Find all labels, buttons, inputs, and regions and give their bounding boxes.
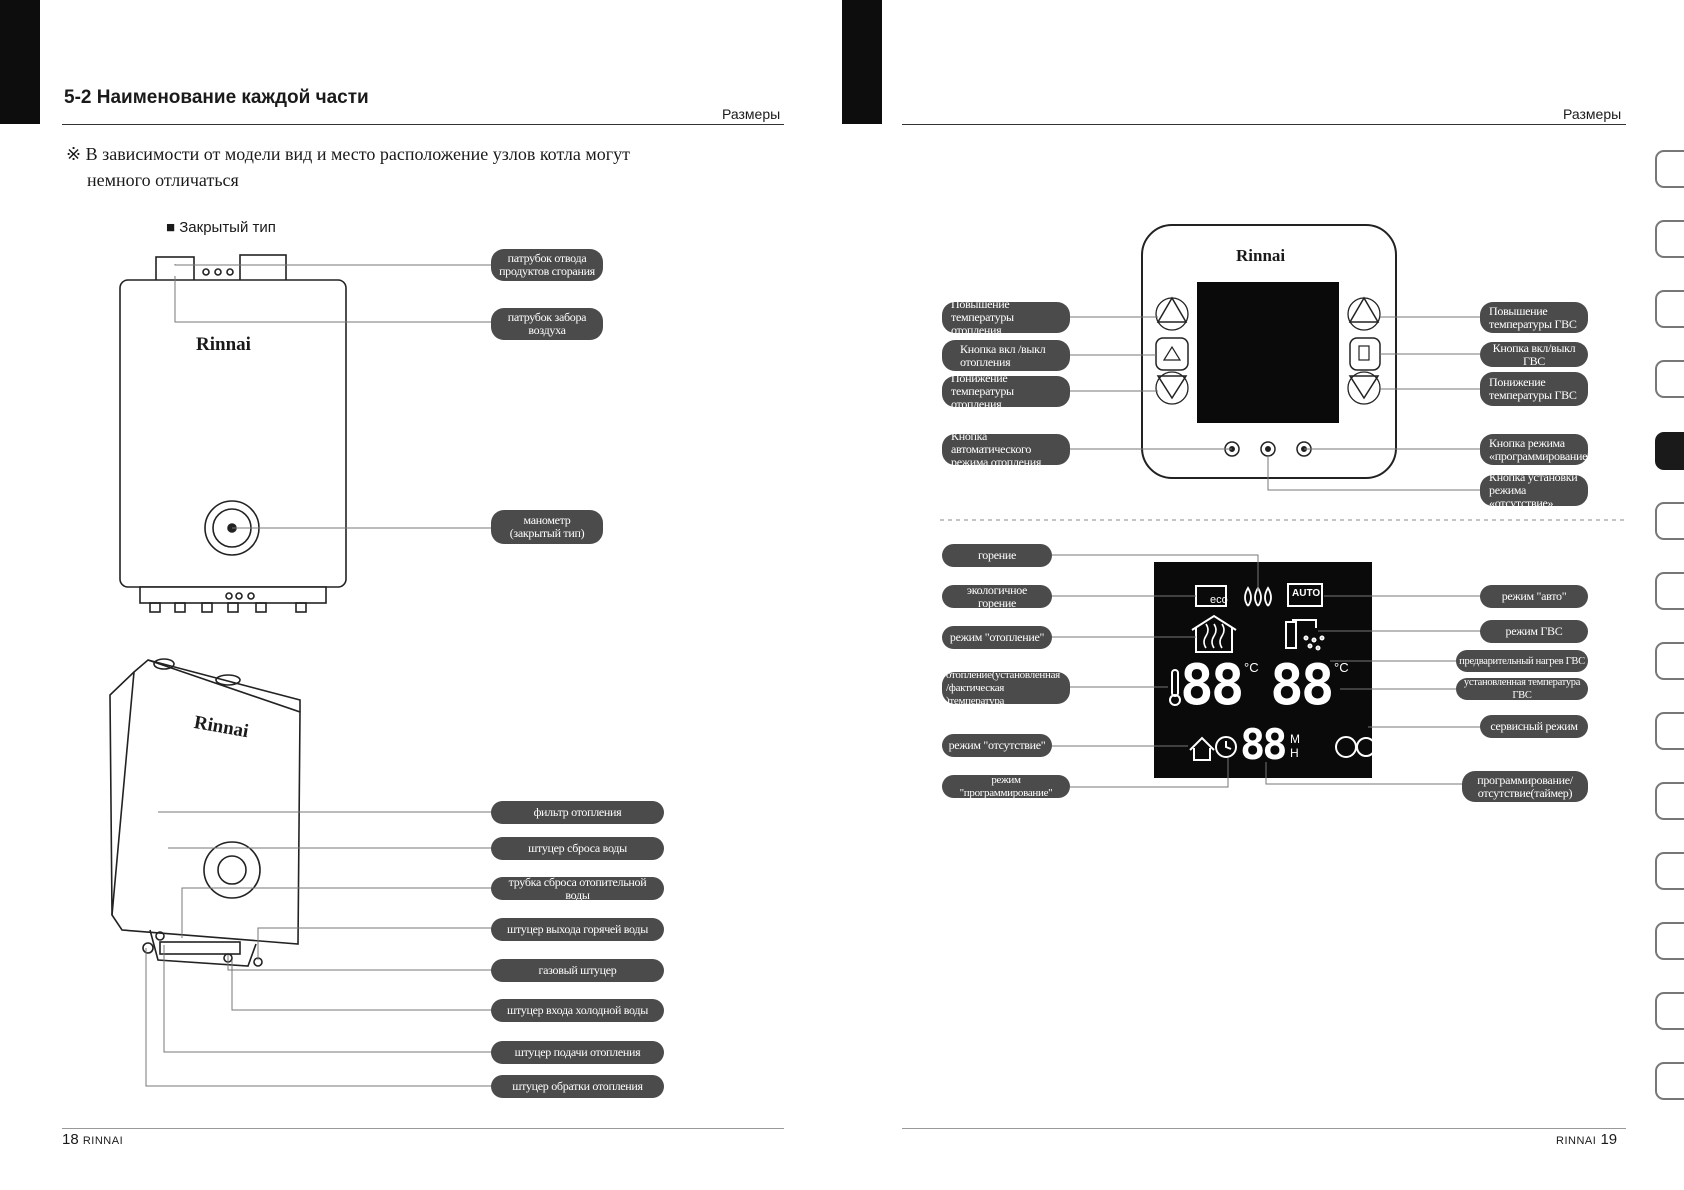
label-heating-return: штуцер обратки отопления [491, 1075, 664, 1098]
label-flue-outlet-pipe: патрубок отвода продуктов сгорания [491, 249, 603, 281]
label-programming-away-timer: программирование/ отсутствие(таймер) [1462, 771, 1588, 802]
label-heating-drain-pipe: трубка сброса отопительной воды [491, 877, 664, 900]
label-eco-burning: экологичное горение [942, 585, 1052, 608]
lcd-dhw-unit: °C [1334, 660, 1349, 675]
label-cold-water-inlet: штуцер входа холодной воды [491, 999, 664, 1022]
label-air-intake-pipe: патрубок забора воздуха [491, 308, 603, 340]
footer-brand-right: RINNAI [1556, 1135, 1597, 1147]
boiler-front-brand-logo: Rinnai [196, 334, 251, 355]
lcd-timer-units: MH [1290, 732, 1300, 760]
footer-brand-left: RINNAI [82, 1135, 124, 1147]
boiler-side-brand-logo: Rinnai [192, 712, 251, 743]
closed-type-subtitle: ■ Закрытый тип [166, 219, 276, 236]
label-heating-supply: штуцер подачи отопления [491, 1041, 664, 1064]
lcd-heating-unit: °C [1244, 660, 1259, 675]
label-dhw-set-temperature: установленная температура ГВС [1456, 678, 1588, 700]
boiler-front-drawing [120, 255, 346, 612]
label-burning: горение [942, 544, 1052, 567]
lcd-dhw-temperature-digits: 88 [1270, 653, 1332, 718]
label-hot-water-outlet: штуцер выхода горячей воды [491, 918, 664, 941]
label-dhw-mode: режим ГВС [1480, 620, 1588, 643]
label-away-mode-button: Кнопка установки режима «отсутствие» [1480, 475, 1588, 506]
label-auto-mode: режим "авто" [1480, 585, 1588, 608]
header-section-label-right: Размеры [1563, 106, 1622, 122]
lcd-heating-temperature-digits: 88 [1180, 653, 1242, 718]
label-heating-filter: фильтр отопления [491, 801, 664, 824]
label-pressure-gauge: манометр (закрытый тип) [491, 510, 603, 544]
control-panel-brand-logo: Rinnai [1236, 246, 1286, 265]
label-auto-heating-mode: Кнопка автоматического режима отопления [942, 434, 1070, 465]
label-gas-fitting: газовый штуцер [491, 959, 664, 982]
lcd-eco-label: eco [1210, 594, 1228, 606]
label-dhw-preheat: предварительный нагрев ГВС [1456, 650, 1588, 672]
label-dhw-temp-up: Повышение температуры ГВС [1480, 302, 1588, 333]
label-service-mode: сервисный режим [1480, 715, 1588, 738]
label-heating-temp-down: Понижение температуры отопления [942, 376, 1070, 407]
section-title: 5-2 Наименование каждой части [64, 87, 369, 108]
label-programming-mode-button: Кнопка режима «программирование» [1480, 434, 1588, 465]
model-note-line1: ※ В зависимости от модели вид и место расположение узлов котла могут [66, 144, 630, 164]
page-number-left: 18 [62, 1131, 79, 1148]
label-drain-fitting: штуцер сброса воды [491, 837, 664, 860]
label-heating-on-off: Кнопка вкл /выкл отопления [942, 340, 1070, 371]
model-note-line2: немного отличаться [87, 170, 239, 190]
label-dhw-on-off: Кнопка вкл/выкл ГВС [1480, 342, 1588, 367]
label-heating-temp-up: Повышение температуры отопления [942, 302, 1070, 333]
header-section-label-left: Размеры [722, 106, 781, 122]
lcd-timer-digits: 88 [1240, 720, 1285, 769]
label-away-mode: режим "отсутствие" [942, 734, 1052, 757]
label-heating-temperature: отопление(установленная /фактическая )температура [942, 672, 1070, 704]
page-number-right: 19 [1600, 1131, 1618, 1148]
label-dhw-temp-down: Понижение температуры ГВС [1480, 372, 1588, 406]
label-heating-mode: режим "отопление" [942, 626, 1052, 649]
label-programming-mode: режим "программирование" [942, 775, 1070, 798]
lcd-auto-label: AUTO [1292, 588, 1321, 599]
